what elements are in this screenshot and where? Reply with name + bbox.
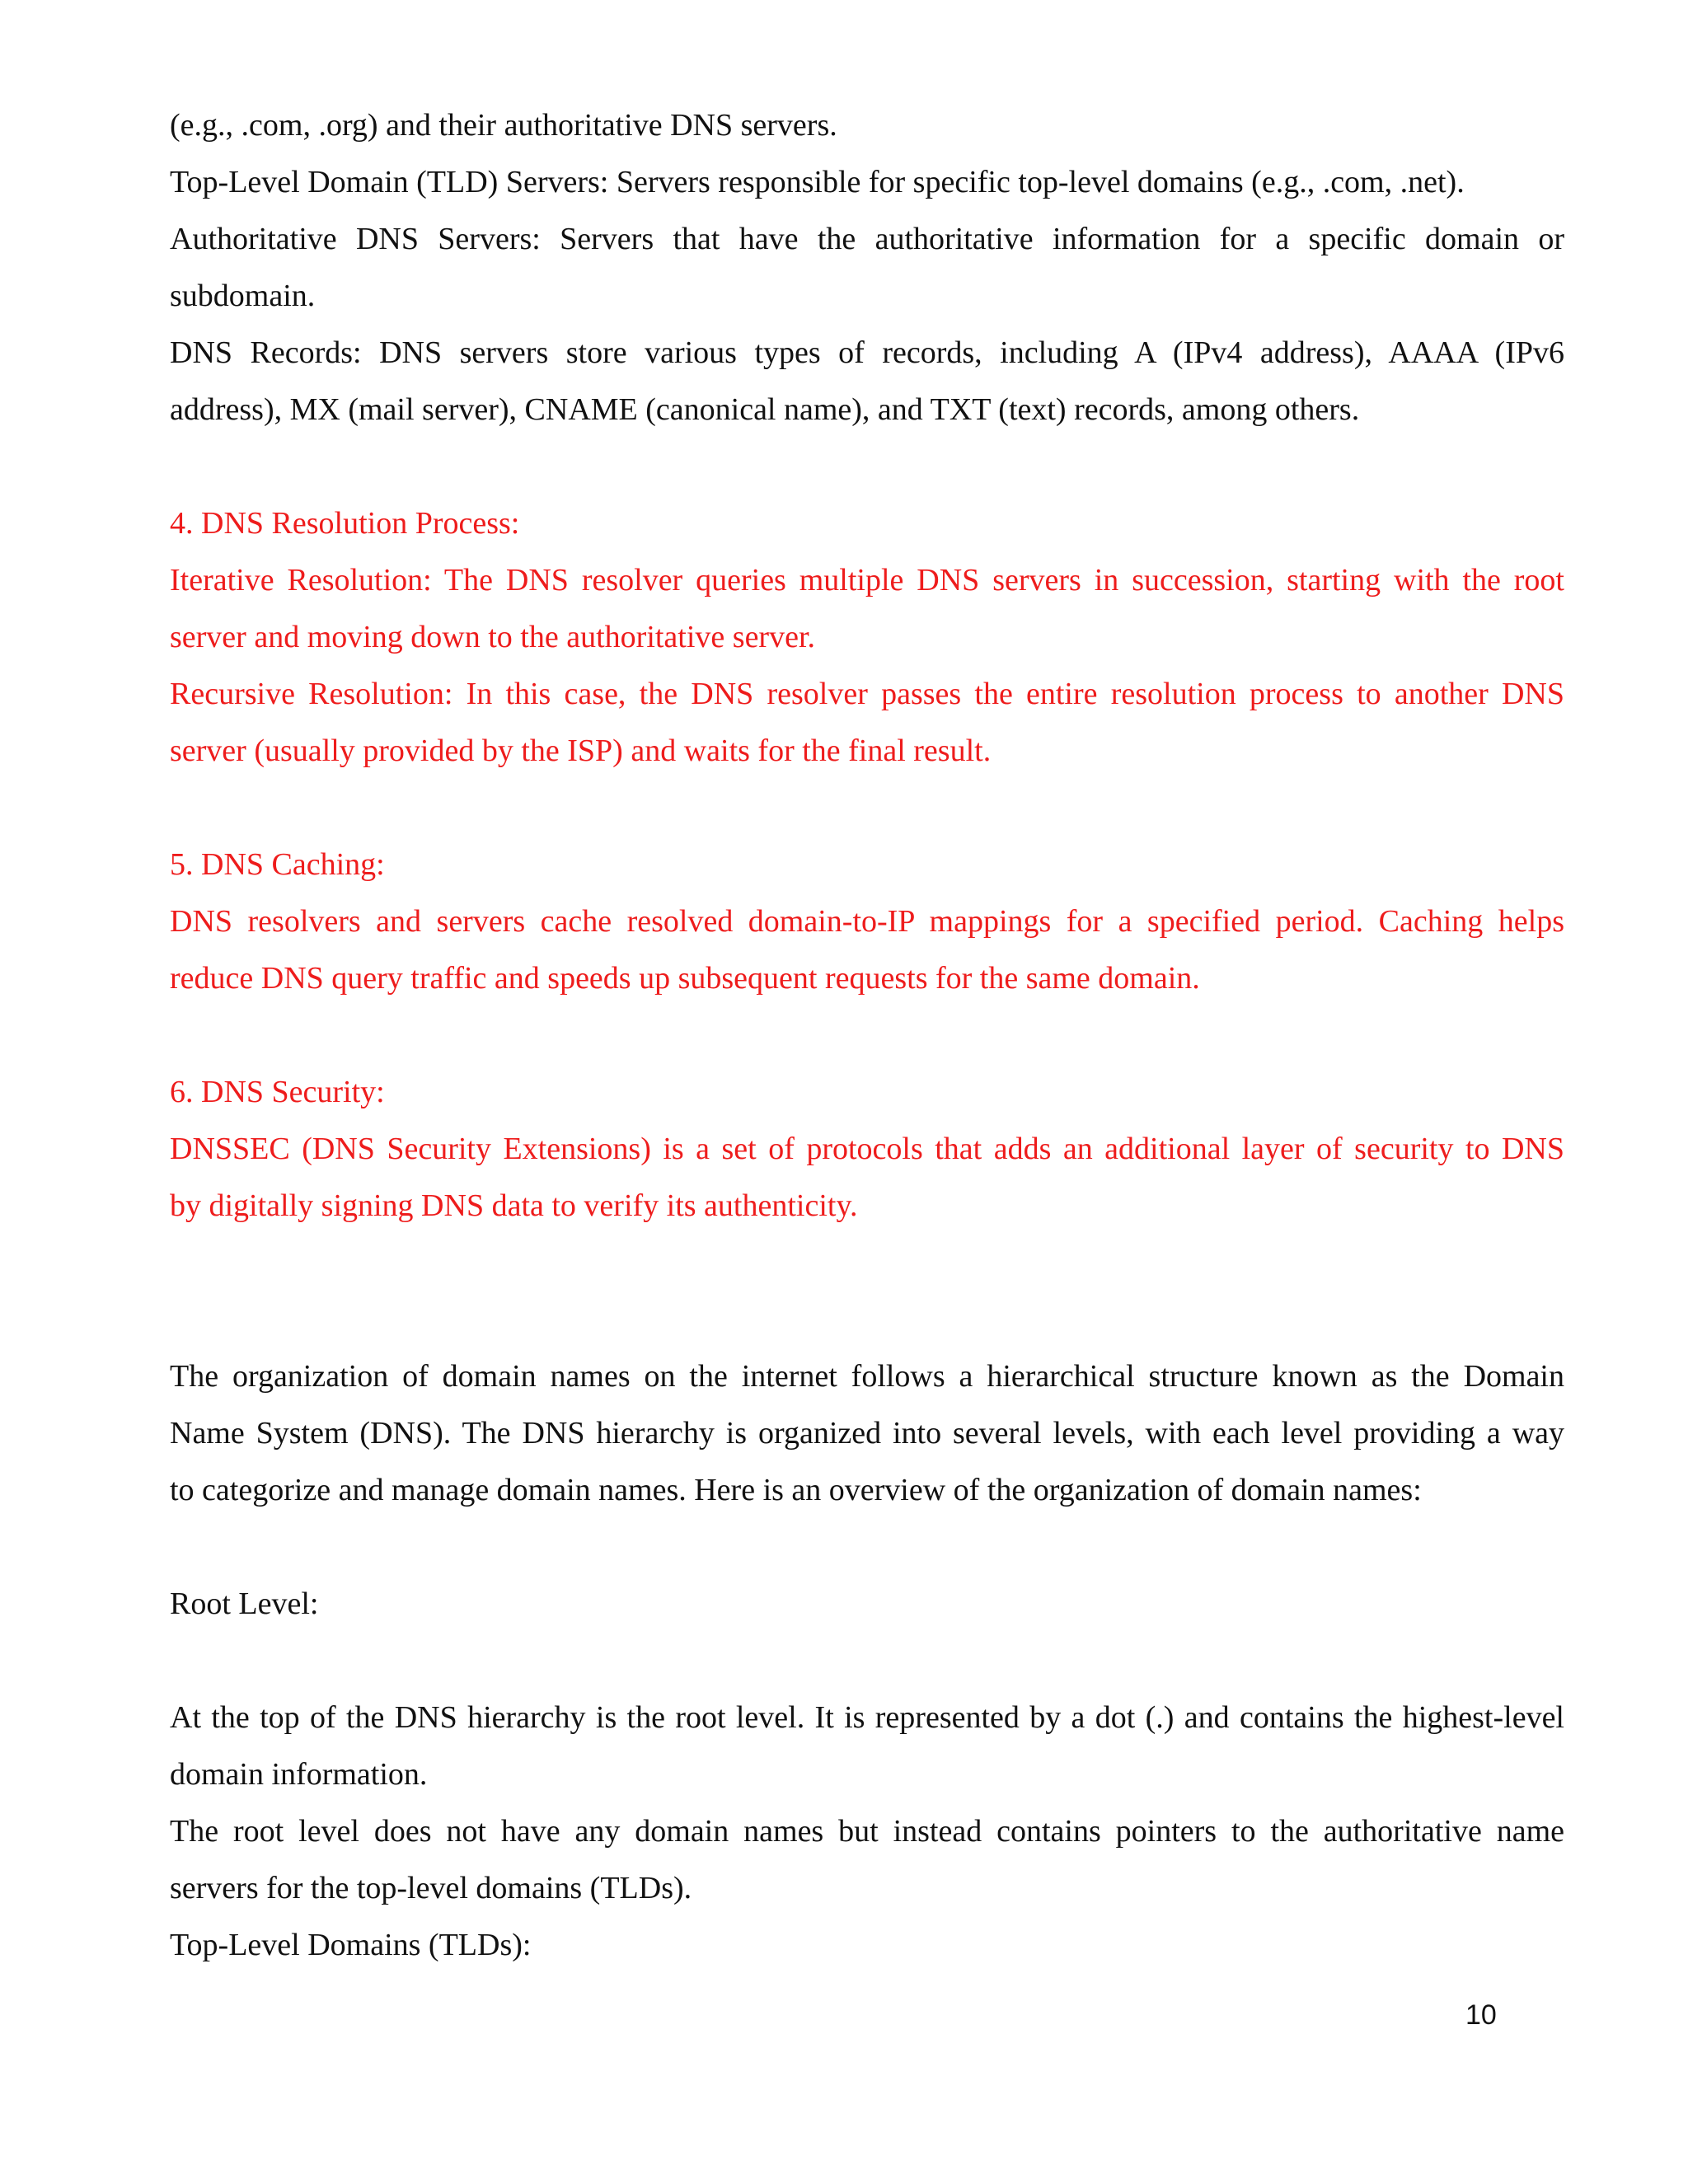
- text-line: At the top of the DNS hierarchy is the root level. It is represented by a dot (.) and contains the highest-level: [170, 1700, 1564, 1735]
- document-page: [170, 97, 1564, 1974]
- text-line: to categorize and manage domain names. Here is an overview of the organization of domain names:: [170, 1473, 1422, 1507]
- text-line: Recursive Resolution: In this case, the DNS resolver passes the entire resolution process to another DNS: [170, 677, 1564, 711]
- text-line: Authoritative DNS Servers: Servers that have the authoritative information for a specific domain or: [170, 222, 1564, 256]
- paragraph-gap: [170, 1007, 1564, 1064]
- text-line: subdomain.: [170, 279, 316, 313]
- page-number: 10: [1465, 1999, 1497, 2031]
- text-line: (e.g., .com, .org) and their authoritative DNS servers.: [170, 108, 837, 143]
- text-line: server (usually provided by the ISP) and waits for the final result.: [170, 733, 992, 768]
- paragraph-gap: [170, 1235, 1564, 1348]
- text-line: DNSSEC (DNS Security Extensions) is a set of protocols that adds an additional layer of security to DNS: [170, 1132, 1564, 1166]
- paragraph-gap: [170, 780, 1564, 837]
- paragraph-gap: [170, 438, 1564, 495]
- section-heading-dns-resolution: 4. DNS Resolution Process:: [170, 506, 520, 541]
- text-line: Iterative Resolution: The DNS resolver queries multiple DNS servers in succession, starting with the root: [170, 563, 1564, 598]
- text-line: server and moving down to the authoritative server.: [170, 620, 816, 654]
- text-line: The organization of domain names on the internet follows a hierarchical structure known as the Domain: [170, 1359, 1564, 1394]
- paragraph-gap: [170, 1633, 1564, 1690]
- text-line: address), MX (mail server), CNAME (canonical name), and TXT (text) records, among others.: [170, 392, 1360, 427]
- text-line: The root level does not have any domain names but instead contains pointers to the authoritative name: [170, 1814, 1564, 1849]
- text-line: DNS resolvers and servers cache resolved domain-to-IP mappings for a specified period. Caching helps: [170, 904, 1564, 939]
- text-line: reduce DNS query traffic and speeds up subsequent requests for the same domain.: [170, 961, 1200, 996]
- text-line: by digitally signing DNS data to verify its authenticity.: [170, 1188, 858, 1223]
- text-line: DNS Records: DNS servers store various types of records, including A (IPv4 address), AAAA (IPv6: [170, 335, 1564, 370]
- subheading-top-level-domains: Top-Level Domains (TLDs):: [170, 1928, 532, 1962]
- paragraph-gap: [170, 1519, 1564, 1576]
- text-line: servers for the top-level domains (TLDs).: [170, 1871, 692, 1905]
- text-line: Top-Level Domain (TLD) Servers: Servers responsible for specific top-level domains (e.g., .com, .net).: [170, 165, 1465, 199]
- subheading-root-level: Root Level:: [170, 1586, 319, 1621]
- section-heading-dns-caching: 5. DNS Caching:: [170, 847, 385, 882]
- text-line: Name System (DNS). The DNS hierarchy is organized into several levels, with each level providing a way: [170, 1416, 1564, 1451]
- text-line: domain information.: [170, 1757, 428, 1792]
- section-heading-dns-security: 6. DNS Security:: [170, 1075, 385, 1109]
